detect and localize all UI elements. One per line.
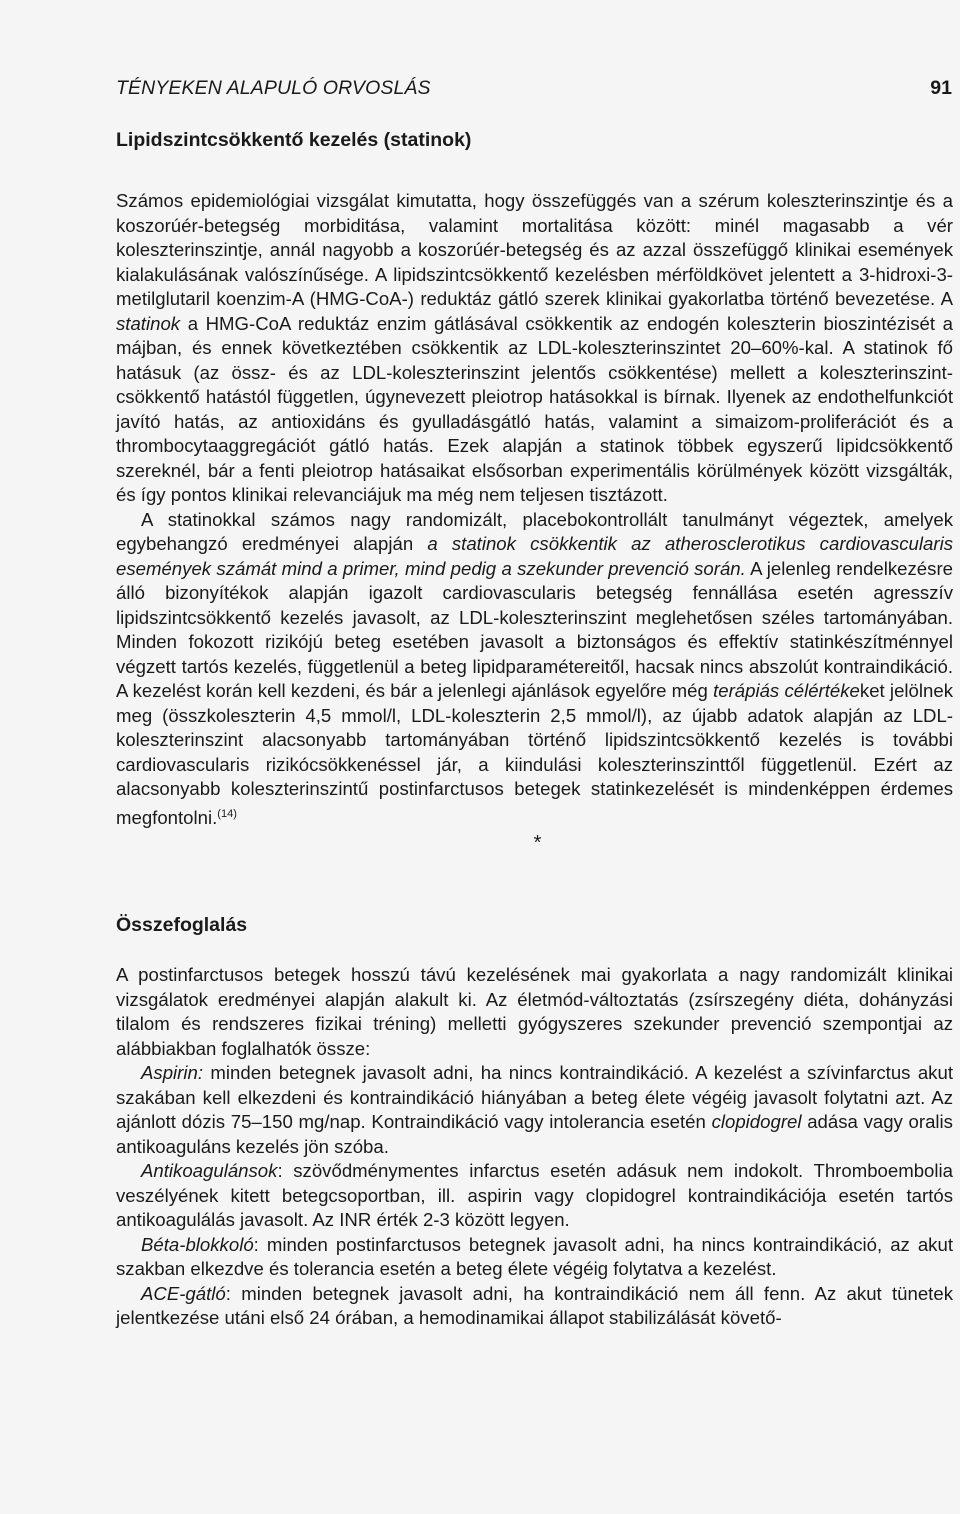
citation-reference: (14) <box>217 807 237 820</box>
section-body <box>116 189 953 830</box>
item-term: Béta-blokkoló <box>141 1233 254 1255</box>
paragraph: A statinokkal számos nagy randomizált, placebokontrollált tanulmányt végeztek, amelyek egybehangzó eredményei alapján a statinok csökkentik az atherosclerotikus cardiovascularis események számát mind a primer, mind pedig a szekunder prevenció során. A jelenleg rendelkezésre álló bizonyítékok alapján igazolt cardiovascularis betegség fennállása esetén agresszív lipidszintcsökkentő kezelés javasolt, az LDL-koleszterinszint meglehetősen széles tartományában. Minden fokozott rizikójú beteg esetében javasolt a biztonságos és effektív statinkészítménnyel végzett tartós kezelés, függetlenül a beteg lipidparamétereitől, hacsak nincs abszolút kontraindikáció. A kezelést korán kell kezdeni, és bár a jelenlegi ajánlások egyelőre még terápiás célértékeket jelölnek meg (összkoleszterin 4,5 mmol/l, LDL-koleszterin 2,5 mmol/l), az újabb adatok alapján az LDL-koleszterinszint alacsonyabb tartományában történő lipidszintcsökkentő kezelés is további cardiovascularis rizikócsökkenéssel jár, a kiindulási koleszterinszinttől függetlenül. Ezért az alacsonyabb koleszterinszintű postinfarctusos betegek statinkezelését is mindenképpen érdemes megfontolni.$^{(14)}$ <box>116 508 953 828</box>
paragraph: A postinfarctusos betegek hosszú távú kezelésének mai gyakorlata a nagy randomizált klinikai vizsgálatok eredményei alapján alakult ki. Az életmód-változtatás (zsírszegény diéta, dohányzási tilalom és rendszeres fizikai tréning) melletti gyógyszeres szekunder prevenció szempontjai az alábbiakban foglalhatók össze: <box>116 964 953 1059</box>
emphasis: terápiás célértéke <box>713 680 860 701</box>
section-summary <box>116 913 953 1331</box>
section-body <box>116 963 953 1331</box>
paragraph: Számos epidemiológiai vizsgálat kimutatta, hogy összefüggés van a szérum koleszterinszintje és a koszorúér-betegség morbiditása, valamint mortalitása között: minél magasabb a vér koleszterinszintje, annál nagyobb a koszorúér-betegség és az azzal összefüggő klinikai események kialakulásának valószínűsége. A lipidszintcsökkentő kezelésben mérföldkövet jelentett a 3-hidroxi-3-metilglutaril koenzim-A (HMG-CoA-) reduktáz gátló szerek klinikai gyakorlatba történő bevezetése. A statinok a HMG-CoA reduktáz enzim gátlásával csökkentik az endogén koleszterin bioszintézisét a májban, és ennek következtében csökkentik az LDL-koleszterinszintet 20–60%-kal. A statinok fő hatásuk (az össz- és az LDL-koleszterinszint jelentős csökkentése) mellett a koleszterinszint-csökkentő hatástól független, úgynevezett pleiotrop hatásokkal is bírnak. Ilyenek az endothelfunkciót javító hatás, az antioxidáns és gyulladásgátló hatás, valamint a simaizom-proliferációt és a thrombocytaaggregációt gátló hatás. Ezek alapján a statinok többek egyszerű lipidcsökkentő szereknél, bár a fenti pleiotrop hatásaikat elsősorban experimentális körülmények között vizsgálták, és így pontos klinikai relevanciájuk ma még nem teljesen tisztázott. <box>116 190 953 505</box>
list-item: ACE-gátló: minden betegnek javasolt adni, ha kontraindikáció nem áll fenn. Az akut tünetek jelentkezése utáni első 24 órában, a hemodinamikai állapot stabilizálását követő- <box>116 1282 953 1328</box>
emphasis: statinok <box>116 312 181 334</box>
emphasis: a statinok csökkentik az atherosclerotikus cardiovascularis események számát mind a primer, mind pedig a szekunder prevenció során. <box>116 533 953 579</box>
item-term: ACE-gátló <box>141 1282 226 1304</box>
page-number: 91 <box>930 77 952 99</box>
running-title: TÉNYEKEN ALAPULÓ ORVOSLÁS <box>116 77 431 99</box>
emphasis: clopidogrel <box>711 1111 802 1132</box>
list-item: Béta-blokkoló: minden postinfarctusos betegnek javasolt adni, ha nincs kontraindikáció, az akut szakban elkezdve és tolerancia esetén a beteg élete végéig folytatva a kezelést. <box>116 1233 953 1279</box>
section-separator: * <box>533 832 542 854</box>
list-item: Antikoagulánsok: szövődménymentes infarctus esetén adásuk nem indokolt. Thromboembolia veszélyének kitett betegcsoportban, ill. aspirin vagy clopidogrel kontraindikációja esetén tartós antikoagulálás javasolt. Az INR érték 2-3 között legyen. <box>116 1160 953 1230</box>
section-heading: Lipidszintcsökkentő kezelés (statinok) <box>116 129 472 151</box>
section-statins <box>116 128 953 854</box>
list-item: Aspirin: minden betegnek javasolt adni, ha nincs kontraindikáció. A kezelést a szívinfarctus akut szakában kell elkezdeni és kontraindikáció hiányában a beteg élete végéig javasolt folytatni azt. Az ajánlott dózis 75–150 mg/nap. Kontraindikáció vagy intolerancia esetén clopidogrel adása vagy oralis antikoaguláns kezelés jön szóba. <box>116 1062 953 1157</box>
item-term: Antikoagulánsok <box>141 1160 278 1181</box>
item-term: Aspirin: <box>141 1062 204 1083</box>
running-header <box>116 76 952 100</box>
section-heading: Összefoglalás <box>116 914 248 936</box>
